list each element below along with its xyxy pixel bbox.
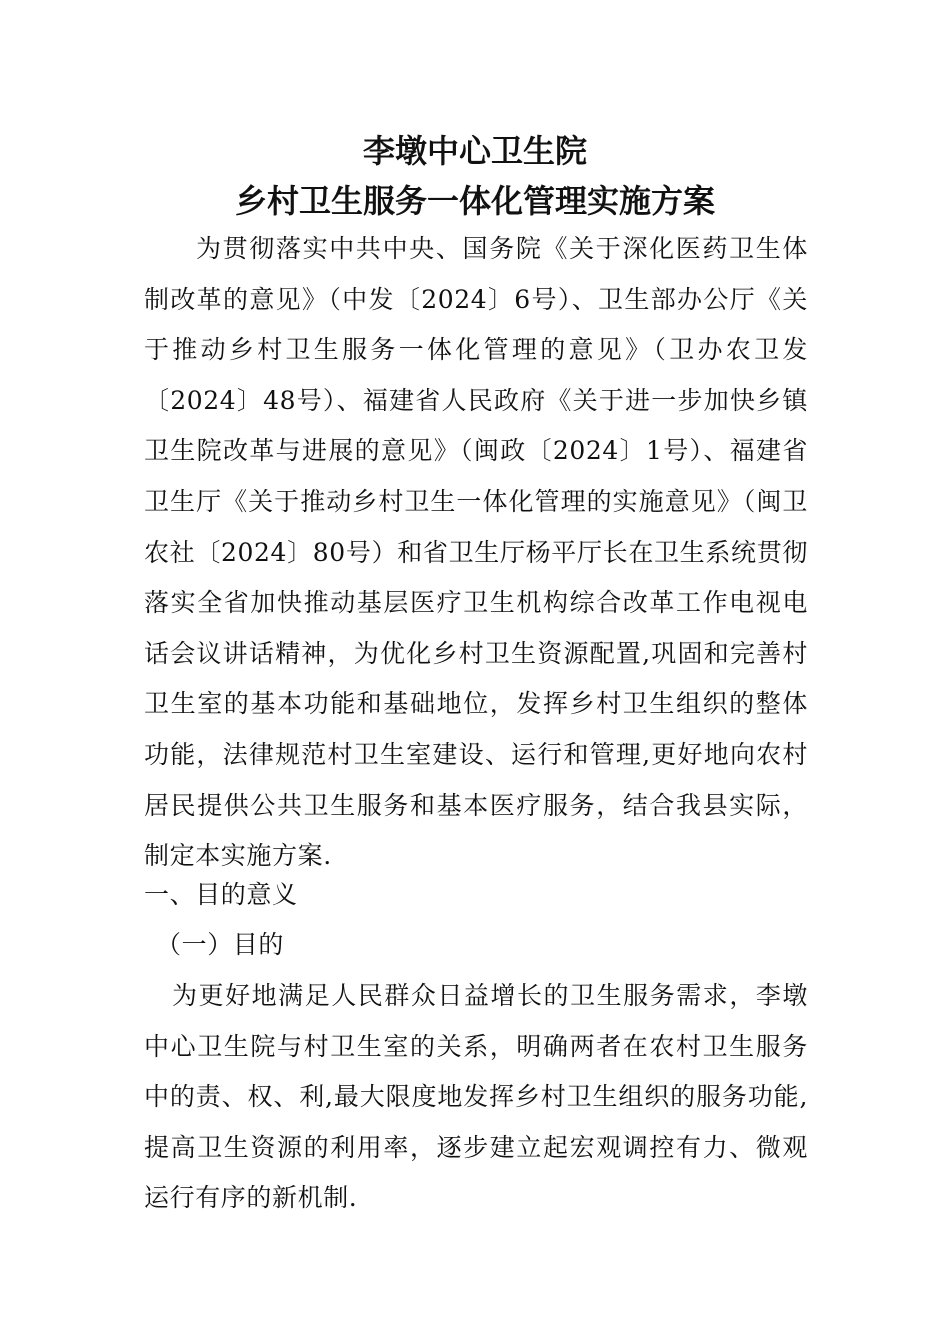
document-title-institution: 李墩中心卫生院 xyxy=(362,132,587,170)
subsection-heading-purpose: （一）目的 xyxy=(156,930,285,959)
section-heading-purpose-significance: 一、目的意义 xyxy=(144,880,298,909)
purpose-paragraph: 为更好地满足人民群众日益增长的卫生服务需求，李墩中心卫生院与村卫生室的关系，明确两者在农村卫生服务中的责、权、利,最大限度地发挥乡村卫生组织的服务功能,提高卫生资源的利用率，逐步建立起宏观调控有力、微观运行有序的新机制. xyxy=(144,981,808,1213)
document-title-plan: 乡村卫生服务一体化管理实施方案 xyxy=(234,182,715,220)
intro-paragraph: 为贯彻落实中共中央、国务院《关于深化医药卫生体制改革的意见》（中发〔2024〕6号）、卫生部办公厅《关于推动乡村卫生服务一体化管理的意见》（卫办农卫发〔2024〕48号）、福建省人民政府《关于进一步加快乡镇卫生院改革与进展的意见》（闽政〔2024〕1号）、福建省卫生厅《关于推动乡村卫生一体化管理的实施意见》（闽卫农社〔2024〕80号）和省卫生厅杨平厅长在卫生系统贯彻落实全省加快推动基层医疗卫生机构综合改革工作电视电话会议讲话精神，为优化乡村卫生资源配置,巩固和完善村卫生室的基本功能和基础地位，发挥乡村卫生组织的整体功能，法律规范村卫生室建设、运行和管理,更好地向农村居民提供公共卫生服务和基本医疗服务，结合我县实际，制定本实施方案. xyxy=(144,234,808,871)
